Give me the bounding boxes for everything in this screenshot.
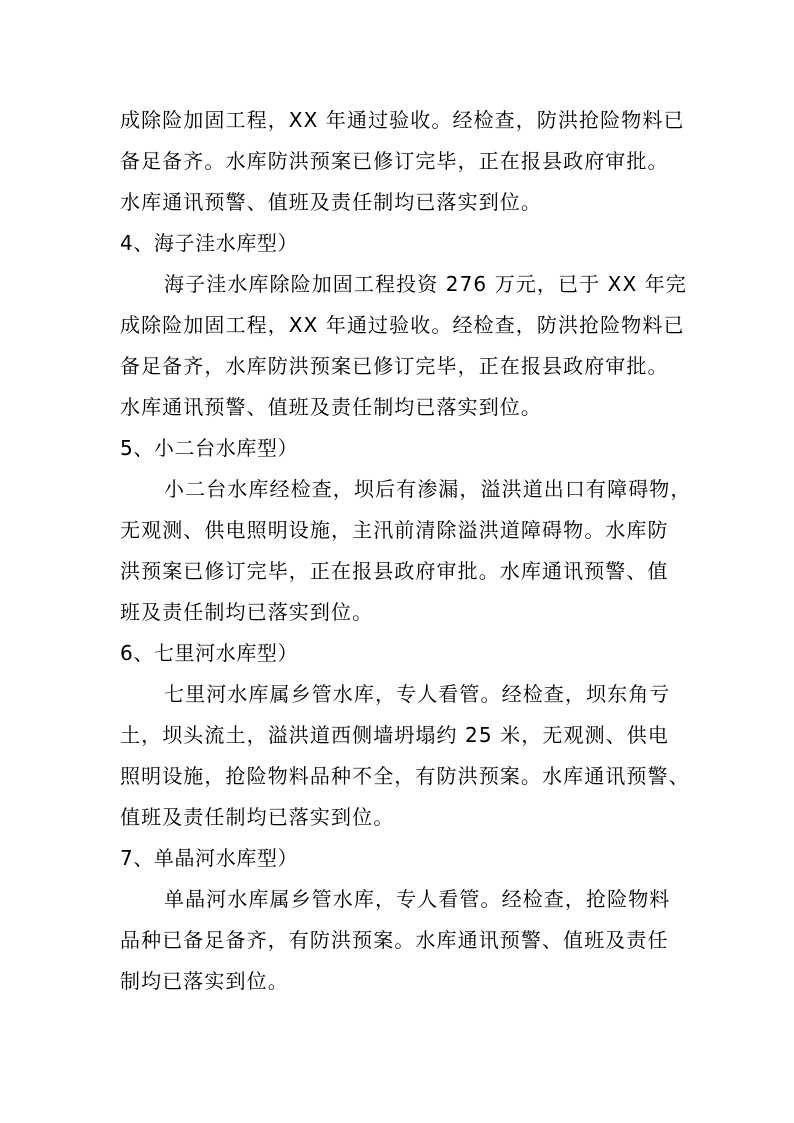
paragraph-line: 备足备齐，水库防洪预案已修订完毕，正在报县政府审批。 bbox=[120, 354, 669, 378]
paragraph-line: 制均已落实到位。 bbox=[120, 969, 289, 993]
paragraph-line: 海子洼水库除险加固工程投资 276 万元，已于 XX 年完 bbox=[164, 272, 687, 296]
paragraph-line: 无观测、供电照明设施，主汛前清除溢洪道障碍物。水库防 bbox=[120, 518, 669, 542]
paragraph-line: 水库通讯预警、值班及责任制均已落实到位。 bbox=[120, 395, 542, 419]
section-heading: 4、海子洼水库型） bbox=[120, 231, 299, 255]
section-heading: 7、单晶河水库型） bbox=[120, 846, 299, 870]
paragraph-line: 土，坝头流土，溢洪道西侧墙坍塌约 25 米，无观测、供电 bbox=[120, 723, 669, 747]
paragraph-line: 品种已备足备齐，有防洪预案。水库通讯预警、值班及责任 bbox=[120, 928, 669, 952]
paragraph-line: 备足备齐。水库防洪预案已修订完毕，正在报县政府审批。 bbox=[120, 149, 669, 173]
paragraph-line: 成除险加固工程，XX 年通过验收。经检查，防洪抢险物料已 bbox=[120, 313, 685, 337]
paragraph-line: 班及责任制均已落实到位。 bbox=[120, 600, 374, 624]
paragraph-line: 照明设施，抢险物料品种不全，有防洪预案。水库通讯预警、 bbox=[120, 764, 690, 788]
paragraph-line: 洪预案已修订完毕，正在报县政府审批。水库通讯预警、值 bbox=[120, 559, 669, 583]
paragraph-line: 成除险加固工程，XX 年通过验收。经检查，防洪抢险物料已 bbox=[120, 108, 685, 132]
paragraph-line: 值班及责任制均已落实到位。 bbox=[120, 805, 395, 829]
section-heading: 6、七里河水库型） bbox=[120, 641, 299, 665]
paragraph-line: 单晶河水库属乡管水库，专人看管。经检查，抢险物料 bbox=[164, 887, 671, 911]
paragraph-line: 水库通讯预警、值班及责任制均已落实到位。 bbox=[120, 190, 542, 214]
paragraph-line: 七里河水库属乡管水库，专人看管。经检查，坝东角亏 bbox=[164, 682, 671, 706]
paragraph-line: 小二台水库经检查，坝后有渗漏，溢洪道出口有障碍物， bbox=[164, 477, 692, 501]
section-heading: 5、小二台水库型） bbox=[120, 436, 299, 460]
